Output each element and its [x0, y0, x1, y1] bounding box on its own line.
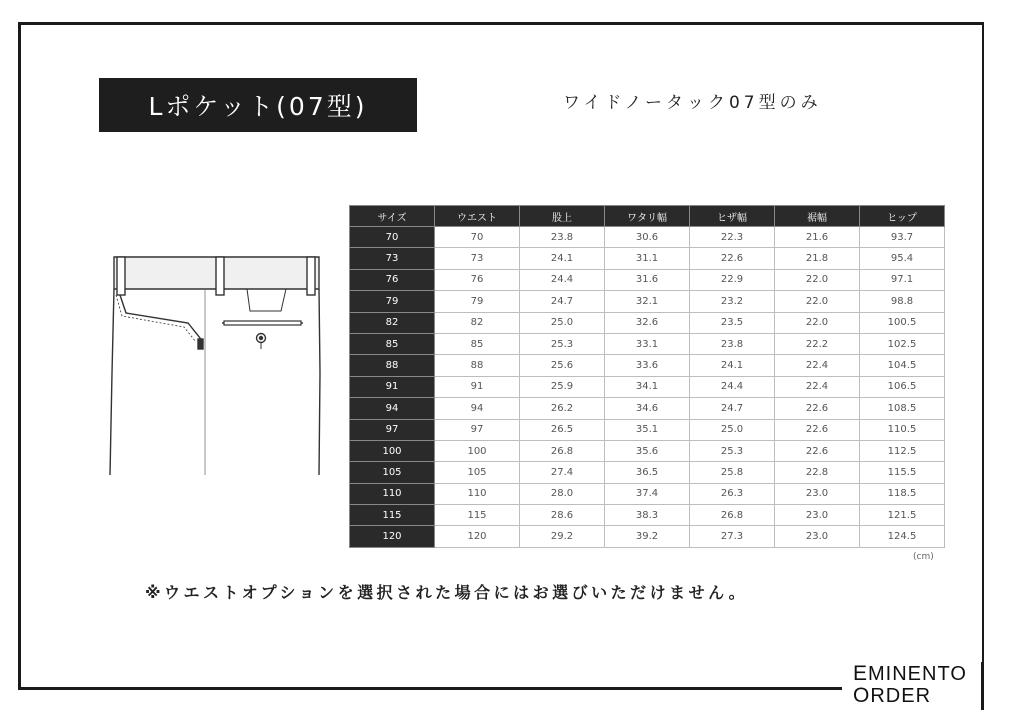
size-cell: 115	[350, 505, 435, 526]
measure-cell: 35.1	[605, 419, 690, 440]
measure-cell: 25.3	[690, 440, 775, 461]
measure-cell: 97	[435, 419, 520, 440]
measure-cell: 22.4	[775, 376, 860, 397]
measure-cell: 26.3	[690, 483, 775, 504]
measure-cell: 100	[435, 440, 520, 461]
measure-cell: 28.6	[520, 505, 605, 526]
measure-cell: 21.8	[775, 248, 860, 269]
column-header: サイズ	[350, 206, 435, 227]
measure-cell: 27.3	[690, 526, 775, 547]
size-table	[349, 205, 945, 548]
column-header: ウエスト	[435, 206, 520, 227]
table-row	[350, 419, 945, 440]
measure-cell: 23.0	[775, 483, 860, 504]
measure-cell: 120	[435, 526, 520, 547]
table-row	[350, 312, 945, 333]
measure-cell: 102.5	[860, 333, 945, 354]
brand-logo: EMINENTO ORDER	[853, 662, 967, 707]
measure-cell: 33.6	[605, 355, 690, 376]
measure-cell: 25.0	[690, 419, 775, 440]
measure-cell: 22.0	[775, 291, 860, 312]
measure-cell: 25.3	[520, 333, 605, 354]
size-cell: 88	[350, 355, 435, 376]
table-row	[350, 398, 945, 419]
table-row	[350, 462, 945, 483]
measure-cell: 31.6	[605, 269, 690, 290]
measure-cell: 34.1	[605, 376, 690, 397]
measure-cell: 26.2	[520, 398, 605, 419]
measure-cell: 76	[435, 269, 520, 290]
size-cell: 70	[350, 227, 435, 248]
measure-cell: 24.7	[690, 398, 775, 419]
measure-cell: 108.5	[860, 398, 945, 419]
measure-cell: 24.1	[690, 355, 775, 376]
size-cell: 73	[350, 248, 435, 269]
measure-cell: 26.8	[520, 440, 605, 461]
measure-cell: 22.0	[775, 269, 860, 290]
bottom-divider	[18, 687, 842, 690]
measure-cell: 22.8	[775, 462, 860, 483]
measure-cell: 33.1	[605, 333, 690, 354]
measure-cell: 35.6	[605, 440, 690, 461]
measure-cell: 95.4	[860, 248, 945, 269]
measure-cell: 22.6	[775, 398, 860, 419]
column-header: 裾幅	[775, 206, 860, 227]
measure-cell: 22.0	[775, 312, 860, 333]
measure-cell: 25.8	[690, 462, 775, 483]
column-header: ヒザ幅	[690, 206, 775, 227]
measure-cell: 94	[435, 398, 520, 419]
measure-cell: 110	[435, 483, 520, 504]
measure-cell: 22.6	[690, 248, 775, 269]
back-yoke	[247, 289, 286, 311]
belt-loop-left	[117, 257, 125, 295]
belt-loop-center	[216, 257, 224, 295]
column-header: ワタリ幅	[605, 206, 690, 227]
measure-cell: 25.0	[520, 312, 605, 333]
table-row	[350, 333, 945, 354]
measure-cell: 22.3	[690, 227, 775, 248]
measure-cell: 22.6	[775, 440, 860, 461]
size-cell: 110	[350, 483, 435, 504]
measure-cell: 112.5	[860, 440, 945, 461]
measure-cell: 31.1	[605, 248, 690, 269]
measure-cell: 22.9	[690, 269, 775, 290]
measure-cell: 91	[435, 376, 520, 397]
measure-cell: 73	[435, 248, 520, 269]
measure-cell: 25.6	[520, 355, 605, 376]
column-header: ヒップ	[860, 206, 945, 227]
measure-cell: 23.5	[690, 312, 775, 333]
measure-cell: 38.3	[605, 505, 690, 526]
measure-cell: 106.5	[860, 376, 945, 397]
table-row	[350, 291, 945, 312]
measure-cell: 97.1	[860, 269, 945, 290]
measure-cell: 22.4	[775, 355, 860, 376]
measure-cell: 70	[435, 227, 520, 248]
measure-cell: 118.5	[860, 483, 945, 504]
measure-cell: 37.4	[605, 483, 690, 504]
measure-cell: 29.2	[520, 526, 605, 547]
welt-pocket	[224, 321, 301, 325]
note-text: ※ウエストオプションを選択された場合にはお選びいただけません。	[145, 583, 749, 602]
size-cell: 82	[350, 312, 435, 333]
measure-cell: 88	[435, 355, 520, 376]
measure-cell: 30.6	[605, 227, 690, 248]
belt-loop-right	[307, 257, 315, 295]
measure-cell: 28.0	[520, 483, 605, 504]
measure-cell: 23.2	[690, 291, 775, 312]
size-cell: 100	[350, 440, 435, 461]
page-subtitle: ワイドノータック07型のみ	[563, 93, 822, 113]
measure-cell: 23.8	[520, 227, 605, 248]
pocket-diagram	[106, 253, 326, 478]
measure-cell: 34.6	[605, 398, 690, 419]
size-cell: 97	[350, 419, 435, 440]
measure-cell: 32.6	[605, 312, 690, 333]
size-cell: 120	[350, 526, 435, 547]
measure-cell: 25.9	[520, 376, 605, 397]
table-row	[350, 376, 945, 397]
measure-cell: 115	[435, 505, 520, 526]
measure-cell: 110.5	[860, 419, 945, 440]
measure-cell: 23.0	[775, 505, 860, 526]
size-cell: 94	[350, 398, 435, 419]
measure-cell: 23.8	[690, 333, 775, 354]
table-row	[350, 269, 945, 290]
right-outline	[319, 289, 320, 475]
table-row	[350, 440, 945, 461]
table-header-row	[350, 206, 945, 227]
page-title: Lポケット(07型)	[99, 78, 417, 132]
measure-cell: 79	[435, 291, 520, 312]
measure-cell: 22.6	[775, 419, 860, 440]
measure-cell: 82	[435, 312, 520, 333]
measure-cell: 26.5	[520, 419, 605, 440]
measure-cell: 23.0	[775, 526, 860, 547]
left-outline	[110, 289, 114, 475]
size-cell: 91	[350, 376, 435, 397]
measure-cell: 105	[435, 462, 520, 483]
table-row	[350, 483, 945, 504]
measure-cell: 124.5	[860, 526, 945, 547]
measure-cell: 24.7	[520, 291, 605, 312]
measure-cell: 98.8	[860, 291, 945, 312]
measure-cell: 21.6	[775, 227, 860, 248]
table-row	[350, 355, 945, 376]
column-header: 股上	[520, 206, 605, 227]
table-row	[350, 248, 945, 269]
unit-label: (cm)	[913, 552, 934, 562]
measure-cell: 115.5	[860, 462, 945, 483]
logo-bar	[981, 662, 984, 710]
size-cell: 76	[350, 269, 435, 290]
measure-cell: 100.5	[860, 312, 945, 333]
table-row	[350, 505, 945, 526]
size-cell: 105	[350, 462, 435, 483]
measure-cell: 85	[435, 333, 520, 354]
table-row	[350, 227, 945, 248]
measure-cell: 93.7	[860, 227, 945, 248]
size-cell: 79	[350, 291, 435, 312]
measure-cell: 26.8	[690, 505, 775, 526]
slant-pocket	[120, 295, 203, 349]
table-row	[350, 526, 945, 547]
measure-cell: 27.4	[520, 462, 605, 483]
measure-cell: 39.2	[605, 526, 690, 547]
measure-cell: 121.5	[860, 505, 945, 526]
measure-cell: 32.1	[605, 291, 690, 312]
measure-cell: 22.2	[775, 333, 860, 354]
measure-cell: 24.4	[520, 269, 605, 290]
measure-cell: 24.4	[690, 376, 775, 397]
measure-cell: 24.1	[520, 248, 605, 269]
size-cell: 85	[350, 333, 435, 354]
measure-cell: 104.5	[860, 355, 945, 376]
measure-cell: 36.5	[605, 462, 690, 483]
pocket-end	[198, 339, 203, 349]
